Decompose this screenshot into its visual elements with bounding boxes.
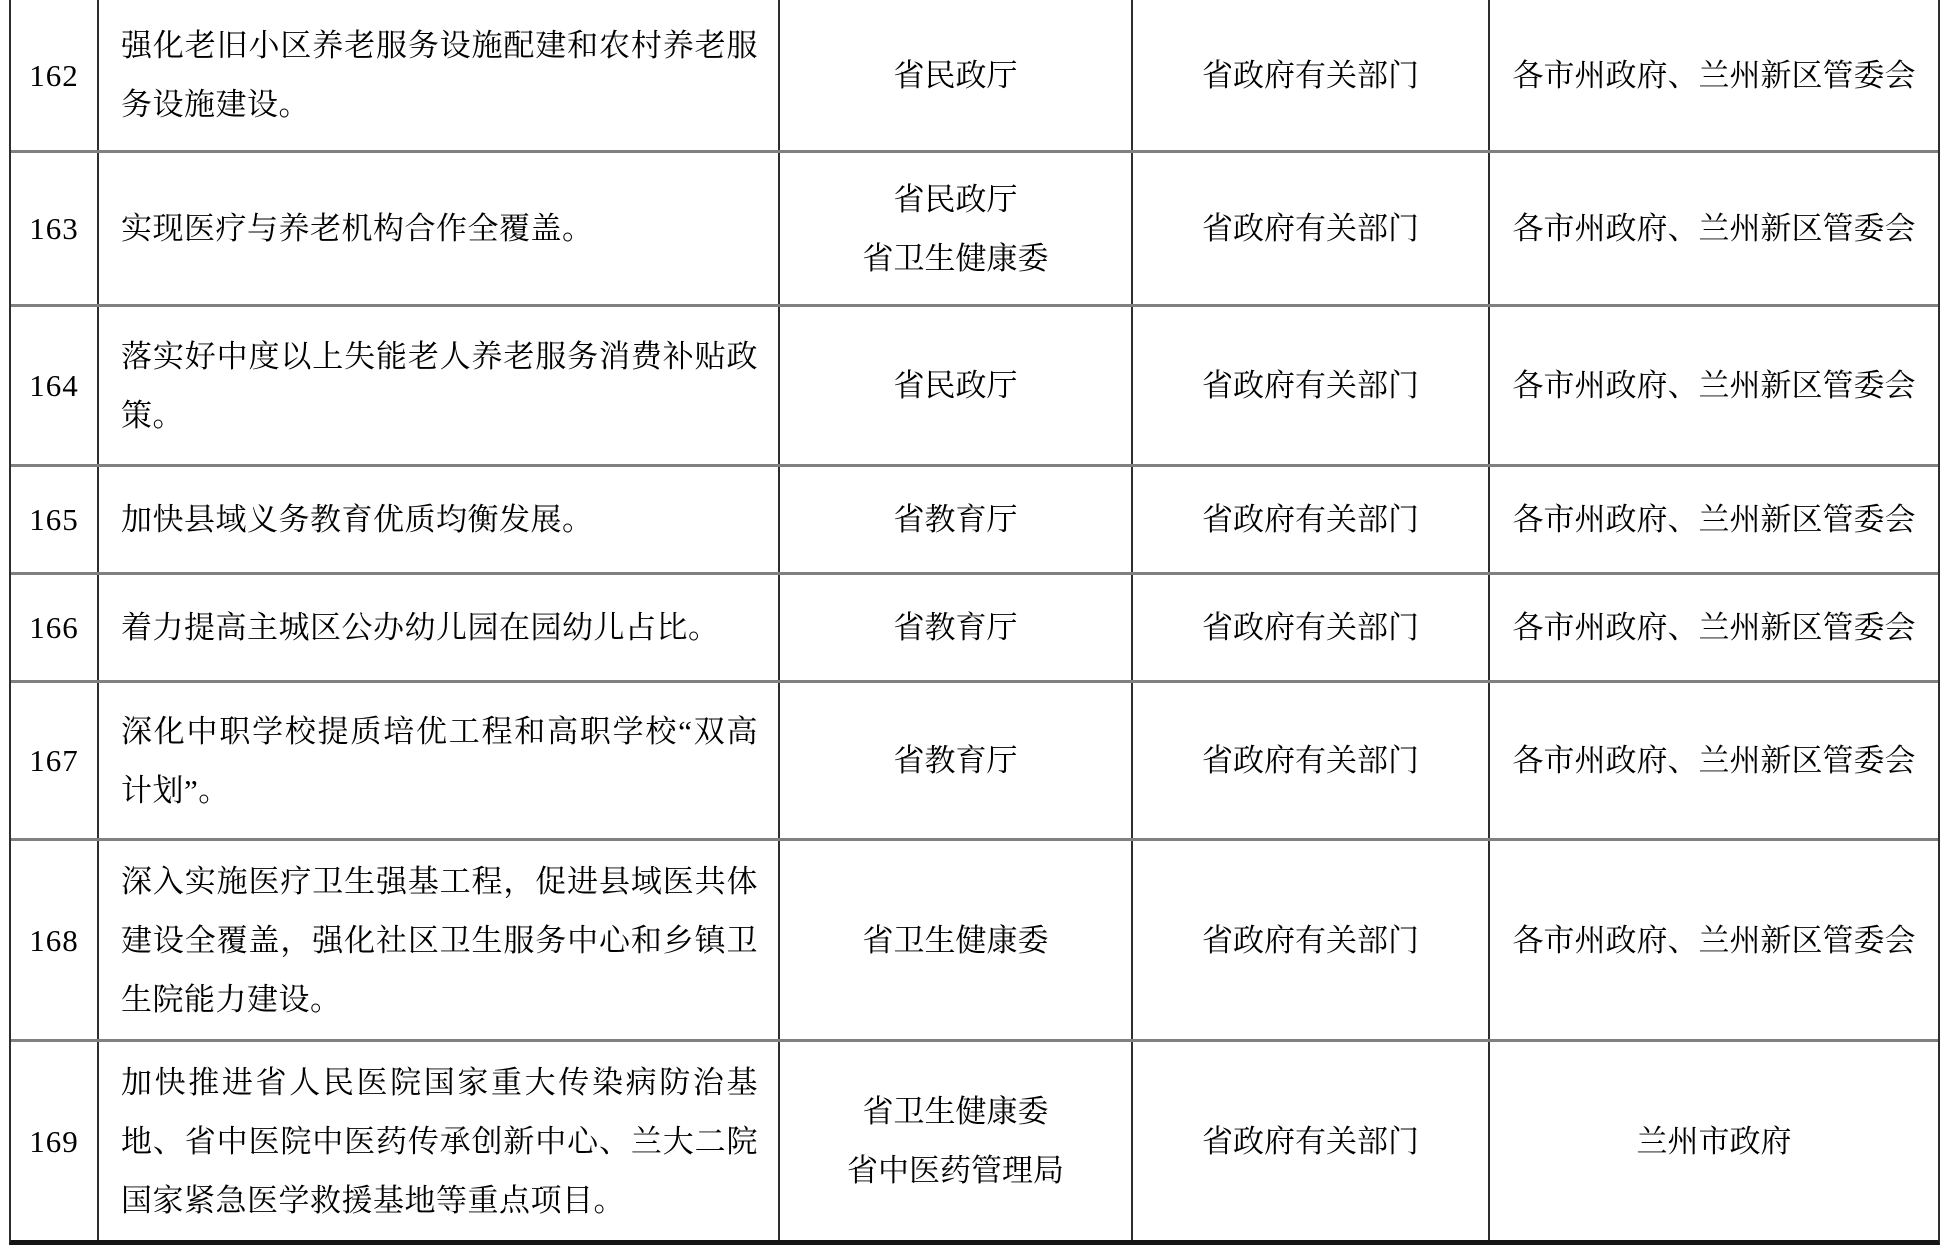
implementing-unit: 兰州市政府 xyxy=(1636,1123,1792,1159)
row-number-cell xyxy=(11,0,99,150)
cooperating-department: 省政府有关部门 xyxy=(1202,743,1419,778)
lead-department: 省卫生健康委 xyxy=(862,240,1049,276)
table-row xyxy=(11,307,1938,467)
row-number-cell xyxy=(11,841,99,1039)
cooperating-department-cell xyxy=(1133,683,1490,838)
task-text: 加快推进省人民医院国家重大传染病防治基地、省中医院中医药传承创新中心、兰大二院国家紧急医学救援基地等重点项目。 xyxy=(121,1064,758,1218)
implementing-unit-cell xyxy=(1490,575,1938,680)
task-cell xyxy=(99,0,780,150)
table-row xyxy=(11,467,1938,575)
task-cell xyxy=(99,841,780,1039)
row-number-cell xyxy=(11,467,99,572)
cooperating-department: 省政府有关部门 xyxy=(1202,57,1419,93)
row-number: 166 xyxy=(29,610,79,645)
table-row xyxy=(11,1042,1938,1240)
task-text: 实现医疗与养老机构合作全覆盖。 xyxy=(121,211,594,246)
row-number: 165 xyxy=(29,502,79,537)
row-number: 168 xyxy=(29,922,79,958)
row-number-cell xyxy=(11,153,99,304)
lead-department: 省民政厅 xyxy=(893,368,1018,403)
row-number: 163 xyxy=(29,211,79,246)
implementing-unit: 各市州政府、兰州新区管委会 xyxy=(1512,610,1916,645)
row-number: 169 xyxy=(29,1123,79,1159)
row-number-cell xyxy=(11,1042,99,1240)
lead-department-cell xyxy=(780,841,1133,1039)
table-row xyxy=(11,575,1938,683)
row-number-cell xyxy=(11,683,99,838)
task-cell xyxy=(99,575,780,680)
lead-department: 省卫生健康委 xyxy=(862,922,1049,958)
implementing-unit-cell xyxy=(1490,683,1938,838)
implementing-unit: 各市州政府、兰州新区管委会 xyxy=(1512,57,1916,93)
row-number-cell xyxy=(11,307,99,464)
lead-department: 省教育厅 xyxy=(893,743,1018,778)
lead-department-cell xyxy=(780,153,1133,304)
implementing-unit-cell xyxy=(1490,467,1938,572)
task-text: 深入实施医疗卫生强基工程，促进县域医共体建设全覆盖，强化社区卫生服务中心和乡镇卫生院能力建设。 xyxy=(121,863,758,1017)
row-number: 167 xyxy=(29,743,79,778)
cooperating-department-cell xyxy=(1133,1042,1490,1240)
task-cell xyxy=(99,467,780,572)
lead-department-cell xyxy=(780,575,1133,680)
task-cell xyxy=(99,683,780,838)
cooperating-department: 省政府有关部门 xyxy=(1202,610,1419,645)
cooperating-department-cell xyxy=(1133,0,1490,150)
task-cell xyxy=(99,153,780,304)
table-row xyxy=(11,0,1938,153)
lead-department: 省中医药管理局 xyxy=(847,1153,1064,1188)
lead-department: 省教育厅 xyxy=(893,502,1018,537)
cooperating-department: 省政府有关部门 xyxy=(1202,368,1419,403)
cooperating-department-cell xyxy=(1133,467,1490,572)
lead-department-cell xyxy=(780,0,1133,150)
task-text: 落实好中度以上失能老人养老服务消费补贴政策。 xyxy=(121,338,758,433)
implementing-unit-cell xyxy=(1490,1042,1938,1240)
cooperating-department-cell xyxy=(1133,841,1490,1039)
task-text: 深化中职学校提质培优工程和高职学校“双高计划”。 xyxy=(121,713,758,808)
cooperating-department: 省政府有关部门 xyxy=(1202,502,1419,537)
lead-department-cell xyxy=(780,307,1133,464)
row-number-cell xyxy=(11,575,99,680)
cooperating-department-cell xyxy=(1133,575,1490,680)
task-text: 强化老旧小区养老服务设施配建和农村养老服务设施建设。 xyxy=(121,28,758,122)
task-cell xyxy=(99,1042,780,1240)
implementing-unit: 各市州政府、兰州新区管委会 xyxy=(1512,502,1916,537)
row-number: 164 xyxy=(29,368,79,403)
cooperating-department: 省政府有关部门 xyxy=(1202,211,1419,246)
lead-department: 省卫生健康委 xyxy=(862,1094,1049,1129)
lead-department-cell xyxy=(780,1042,1133,1240)
implementing-unit-cell xyxy=(1490,0,1938,150)
tasks-table xyxy=(9,0,1940,1245)
implementing-unit-cell xyxy=(1490,307,1938,464)
cooperating-department-cell xyxy=(1133,153,1490,304)
table-row xyxy=(11,153,1938,307)
lead-department-cell xyxy=(780,683,1133,838)
table-row xyxy=(11,841,1938,1042)
table-row xyxy=(11,683,1938,841)
lead-department-cell xyxy=(780,467,1133,572)
lead-department: 省民政厅 xyxy=(893,57,1018,93)
implementing-unit: 各市州政府、兰州新区管委会 xyxy=(1512,922,1916,958)
cooperating-department-cell xyxy=(1133,307,1490,464)
lead-department: 省教育厅 xyxy=(893,610,1018,645)
implementing-unit-cell xyxy=(1490,841,1938,1039)
implementing-unit-cell xyxy=(1490,153,1938,304)
task-text: 加快县域义务教育优质均衡发展。 xyxy=(121,502,594,537)
row-number: 162 xyxy=(29,57,79,93)
task-cell xyxy=(99,307,780,464)
lead-department: 省民政厅 xyxy=(893,181,1018,217)
task-text: 着力提高主城区公办幼儿园在园幼儿占比。 xyxy=(121,610,720,645)
implementing-unit: 各市州政府、兰州新区管委会 xyxy=(1512,368,1916,403)
implementing-unit: 各市州政府、兰州新区管委会 xyxy=(1512,211,1916,246)
cooperating-department: 省政府有关部门 xyxy=(1202,1123,1419,1159)
implementing-unit: 各市州政府、兰州新区管委会 xyxy=(1512,743,1916,778)
cooperating-department: 省政府有关部门 xyxy=(1202,922,1419,958)
